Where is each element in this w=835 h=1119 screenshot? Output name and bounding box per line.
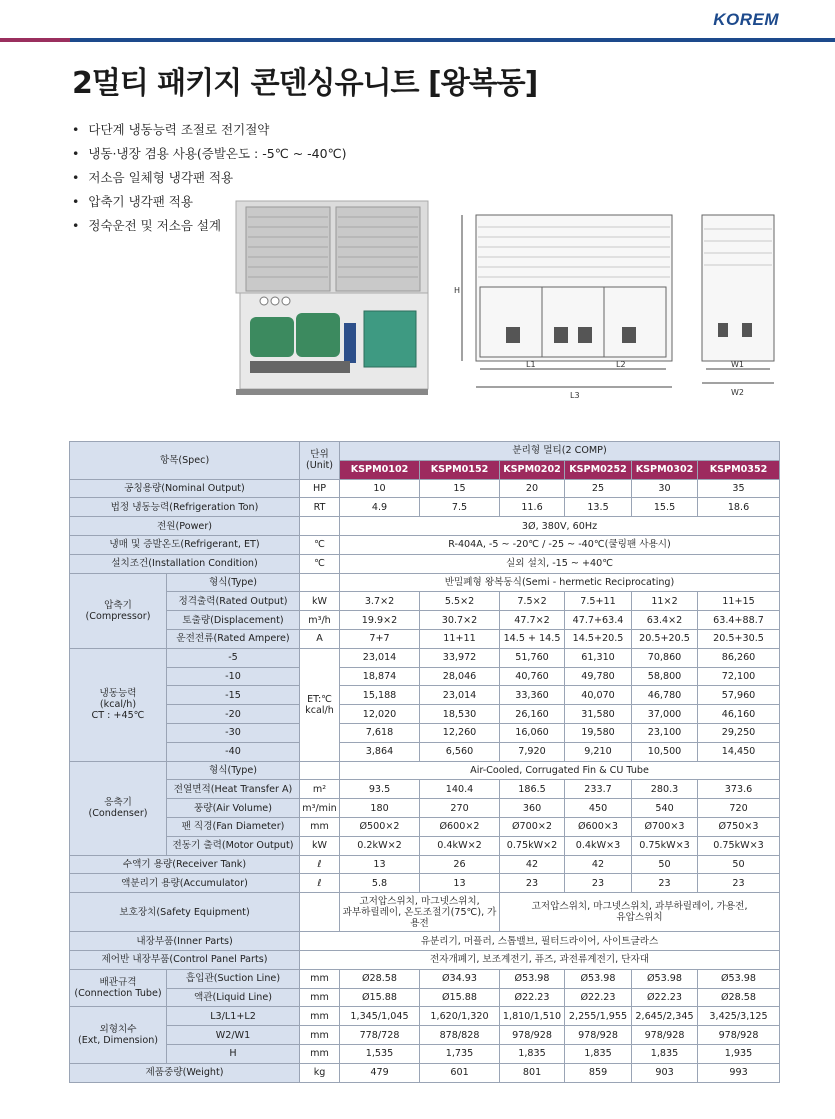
cell: 58,800 xyxy=(632,667,698,686)
cell: 19.9×2 xyxy=(340,611,420,630)
table-row xyxy=(70,648,780,667)
row-unit: mm xyxy=(300,988,340,1007)
cell: 50 xyxy=(632,855,698,874)
table-row xyxy=(70,855,780,874)
feature-item: • 냉동·냉장 겸용 사용(증발온도 : -5℃ ~ -40℃) xyxy=(72,142,346,166)
cell: 전자개폐기, 보조계전기, 퓨즈, 과전류계전기, 단자대 xyxy=(300,950,780,969)
row-unit: m³/h xyxy=(300,611,340,630)
cell: 280.3 xyxy=(632,780,698,799)
cell: 33,360 xyxy=(500,686,565,705)
spec-table xyxy=(69,441,780,1083)
cell: 12,260 xyxy=(420,723,500,742)
cell: 10 xyxy=(340,479,420,498)
row-label: -15 xyxy=(167,686,300,705)
cell: 72,100 xyxy=(698,667,780,686)
cell: 601 xyxy=(420,1063,500,1082)
cell: 14,450 xyxy=(698,742,780,761)
cell: 13 xyxy=(340,855,420,874)
cell: 1,835 xyxy=(500,1044,565,1063)
row-label: -5 xyxy=(167,648,300,667)
cell: Ø53.98 xyxy=(632,969,698,988)
group-label: 응축기 (Condenser) xyxy=(70,761,167,855)
dimension-drawing xyxy=(452,205,782,405)
row-unit: ET:℃ kcal/h xyxy=(300,648,340,761)
table-row xyxy=(70,969,780,988)
cell: 18,874 xyxy=(340,667,420,686)
cell: 720 xyxy=(698,799,780,818)
cell: 19,580 xyxy=(565,723,632,742)
cell: Ø22.23 xyxy=(565,988,632,1007)
group-label: 배관규격 (Connection Tube) xyxy=(70,969,167,1007)
cell: 고저압스위치, 마그넷스위치, 과부하릴레이, 가용전, 유압스위치 xyxy=(500,893,780,932)
cell: 70,860 xyxy=(632,648,698,667)
cell: 540 xyxy=(632,799,698,818)
table-row xyxy=(70,780,780,799)
product-photo xyxy=(232,193,432,395)
cell: 0.75kW×3 xyxy=(698,836,780,855)
row-unit: mm xyxy=(300,969,340,988)
row-label: 정격출력(Rated Output) xyxy=(167,592,300,611)
cell: R-404A, -5 ~ -20℃ / -25 ~ -40℃(쿨링팬 사용시) xyxy=(340,535,780,554)
row-unit: A xyxy=(300,629,340,648)
row-label: 내장부품(Inner Parts) xyxy=(70,932,300,951)
group-label: 냉동능력 (kcal/h) CT : +45℃ xyxy=(70,648,167,761)
table-row xyxy=(70,592,780,611)
dim-l2-label: L2 xyxy=(616,360,626,369)
brand-logo: KOREM xyxy=(713,10,779,29)
cell: Ø600×3 xyxy=(565,817,632,836)
cell: 978/928 xyxy=(565,1026,632,1045)
row-label: -20 xyxy=(167,705,300,724)
row-label: H xyxy=(167,1044,300,1063)
cell: 유분리기, 머플러, 스톱밸브, 필터드라이어, 사이트글라스 xyxy=(300,932,780,951)
cell: 6,560 xyxy=(420,742,500,761)
cell: 29,250 xyxy=(698,723,780,742)
cell: 11+11 xyxy=(420,629,500,648)
cell: 1,835 xyxy=(632,1044,698,1063)
cell: 47.7×2 xyxy=(500,611,565,630)
header-unit: 단위 (Unit) xyxy=(300,442,340,480)
cell: 270 xyxy=(420,799,500,818)
table-row xyxy=(70,932,780,951)
cell: 20 xyxy=(500,479,565,498)
cell: 50 xyxy=(698,855,780,874)
cell: 10,500 xyxy=(632,742,698,761)
row-label: 전동기 출력(Motor Output) xyxy=(167,836,300,855)
row-label: -40 xyxy=(167,742,300,761)
table-row xyxy=(70,498,780,517)
cell: 57,960 xyxy=(698,686,780,705)
feature-item: • 정숙운전 및 저소음 설계 xyxy=(72,214,346,238)
group-label: 압축기 (Compressor) xyxy=(70,573,167,648)
table-row xyxy=(70,535,780,554)
row-unit xyxy=(300,517,340,536)
row-unit: m³/min xyxy=(300,799,340,818)
cell: 23,100 xyxy=(632,723,698,742)
table-row xyxy=(70,742,780,761)
row-label: 공칭용량(Nominal Output) xyxy=(70,479,300,498)
cell: Ø22.23 xyxy=(500,988,565,1007)
table-row xyxy=(70,874,780,893)
cell: 26,160 xyxy=(500,705,565,724)
cell: 42 xyxy=(500,855,565,874)
cell: 1,810/1,510 xyxy=(500,1007,565,1026)
header-group: 분리형 멀티(2 COMP) xyxy=(340,442,780,461)
row-label: 풍량(Air Volume) xyxy=(167,799,300,818)
cell: 233.7 xyxy=(565,780,632,799)
cell: 978/928 xyxy=(632,1026,698,1045)
cell: 360 xyxy=(500,799,565,818)
feature-item: • 다단계 냉동능력 조절로 전기절약 xyxy=(72,118,346,142)
cell: 0.75kW×3 xyxy=(632,836,698,855)
row-label: 팬 직경(Fan Diameter) xyxy=(167,817,300,836)
page-title: 2멀티 패키지 콘덴싱유니트 [왕복동] xyxy=(72,66,538,101)
row-label: 액관(Liquid Line) xyxy=(167,988,300,1007)
cell: 15 xyxy=(420,479,500,498)
dim-w1-label: W1 xyxy=(731,360,744,369)
cell: 479 xyxy=(340,1063,420,1082)
table-row xyxy=(70,705,780,724)
cell: 878/828 xyxy=(420,1026,500,1045)
cell: 고저압스위치, 마그넷스위치, 과부하릴레이, 온도조절기(75℃), 가용전 xyxy=(340,893,500,932)
cell: 23 xyxy=(500,874,565,893)
cell: 반밀폐형 왕복동식(Semi - hermetic Reciprocating) xyxy=(340,573,780,592)
table-row xyxy=(70,988,780,1007)
cell: 0.4kW×3 xyxy=(565,836,632,855)
cell: 0.4kW×2 xyxy=(420,836,500,855)
cell: 16,060 xyxy=(500,723,565,742)
row-label: 토출량(Displacement) xyxy=(167,611,300,630)
cell: 9,210 xyxy=(565,742,632,761)
row-unit: HP xyxy=(300,479,340,498)
row-label: 액분리기 용량(Accumulator) xyxy=(70,874,300,893)
cell: 37,000 xyxy=(632,705,698,724)
cell: 20.5+30.5 xyxy=(698,629,780,648)
table-row xyxy=(70,611,780,630)
cell: 49,780 xyxy=(565,667,632,686)
cell: 18,530 xyxy=(420,705,500,724)
model-header: KSPM0202 xyxy=(500,460,565,479)
row-label: -10 xyxy=(167,667,300,686)
cell: 15.5 xyxy=(632,498,698,517)
row-unit: ℓ xyxy=(300,855,340,874)
model-header: KSPM0352 xyxy=(698,460,780,479)
table-row xyxy=(70,517,780,536)
cell: 93.5 xyxy=(340,780,420,799)
cell: 1,735 xyxy=(420,1044,500,1063)
cell: 993 xyxy=(698,1063,780,1082)
cell: 실외 설치, -15 ~ +40℃ xyxy=(340,554,780,573)
cell: 3.7×2 xyxy=(340,592,420,611)
cell: Ø15.88 xyxy=(420,988,500,1007)
cell: 5.5×2 xyxy=(420,592,500,611)
table-row xyxy=(70,1063,780,1082)
row-unit: mm xyxy=(300,1007,340,1026)
cell: 7+7 xyxy=(340,629,420,648)
cell: 23,014 xyxy=(340,648,420,667)
model-header: KSPM0152 xyxy=(420,460,500,479)
cell: 30 xyxy=(632,479,698,498)
cell: 7,618 xyxy=(340,723,420,742)
row-label: -30 xyxy=(167,723,300,742)
row-unit: mm xyxy=(300,1026,340,1045)
cell: Ø28.58 xyxy=(698,988,780,1007)
cell: Ø34.93 xyxy=(420,969,500,988)
table-row xyxy=(70,667,780,686)
cell: Ø700×3 xyxy=(632,817,698,836)
cell: 0.2kW×2 xyxy=(340,836,420,855)
row-label: 형식(Type) xyxy=(167,573,300,592)
cell: 23 xyxy=(698,874,780,893)
cell: 20.5+20.5 xyxy=(632,629,698,648)
cell: 978/928 xyxy=(500,1026,565,1045)
table-row xyxy=(70,950,780,969)
cell: 2,255/1,955 xyxy=(565,1007,632,1026)
cell: 33,972 xyxy=(420,648,500,667)
row-unit: m² xyxy=(300,780,340,799)
cell: 31,580 xyxy=(565,705,632,724)
cell: 46,780 xyxy=(632,686,698,705)
row-unit: RT xyxy=(300,498,340,517)
cell: 26 xyxy=(420,855,500,874)
cell: 63.4×2 xyxy=(632,611,698,630)
cell: 5.8 xyxy=(340,874,420,893)
cell: 7.5×2 xyxy=(500,592,565,611)
cell: Ø700×2 xyxy=(500,817,565,836)
cell: 13 xyxy=(420,874,500,893)
cell: 11+15 xyxy=(698,592,780,611)
model-header: KSPM0252 xyxy=(565,460,632,479)
cell: Ø500×2 xyxy=(340,817,420,836)
row-label: 운전전류(Rated Ampere) xyxy=(167,629,300,648)
cell: 859 xyxy=(565,1063,632,1082)
cell: 46,160 xyxy=(698,705,780,724)
cell: 3,425/3,125 xyxy=(698,1007,780,1026)
table-row xyxy=(70,629,780,648)
cell: 23,014 xyxy=(420,686,500,705)
model-header: KSPM0102 xyxy=(340,460,420,479)
dim-l1-label: L1 xyxy=(526,360,536,369)
cell: 51,760 xyxy=(500,648,565,667)
table-row xyxy=(70,1007,780,1026)
cell: 3Ø, 380V, 60Hz xyxy=(340,517,780,536)
cell: 35 xyxy=(698,479,780,498)
row-label: 흡입관(Suction Line) xyxy=(167,969,300,988)
header-bar xyxy=(0,38,835,42)
table-row xyxy=(70,1044,780,1063)
row-label: 형식(Type) xyxy=(167,761,300,780)
cell: Ø22.23 xyxy=(632,988,698,1007)
cell: 13.5 xyxy=(565,498,632,517)
cell: 25 xyxy=(565,479,632,498)
cell: 1,345/1,045 xyxy=(340,1007,420,1026)
dim-h-label: H xyxy=(454,286,461,295)
table-row xyxy=(70,686,780,705)
row-label: 전열면적(Heat Transfer A) xyxy=(167,780,300,799)
row-label: W2/W1 xyxy=(167,1026,300,1045)
cell: 1,620/1,320 xyxy=(420,1007,500,1026)
cell: Ø53.98 xyxy=(500,969,565,988)
cell: 7.5+11 xyxy=(565,592,632,611)
table-row xyxy=(70,836,780,855)
row-unit: ℓ xyxy=(300,874,340,893)
cell: 86,260 xyxy=(698,648,780,667)
table-row xyxy=(70,817,780,836)
cell: 1,835 xyxy=(565,1044,632,1063)
row-label: 보호장치(Safety Equipment) xyxy=(70,893,300,932)
cell: 12,020 xyxy=(340,705,420,724)
cell: 4.9 xyxy=(340,498,420,517)
cell: 3,864 xyxy=(340,742,420,761)
row-unit: kW xyxy=(300,836,340,855)
cell: 63.4+88.7 xyxy=(698,611,780,630)
cell: 14.5 + 14.5 xyxy=(500,629,565,648)
cell: 978/928 xyxy=(698,1026,780,1045)
row-unit: kW xyxy=(300,592,340,611)
group-label: 외형치수 (Ext, Dimension) xyxy=(70,1007,167,1063)
cell: 186.5 xyxy=(500,780,565,799)
table-row xyxy=(70,554,780,573)
cell: Ø53.98 xyxy=(565,969,632,988)
cell: Ø15.88 xyxy=(340,988,420,1007)
row-label: 전원(Power) xyxy=(70,517,300,536)
row-label: L3/L1+L2 xyxy=(167,1007,300,1026)
cell: 450 xyxy=(565,799,632,818)
table-row xyxy=(70,479,780,498)
cell: Ø28.58 xyxy=(340,969,420,988)
cell: 61,310 xyxy=(565,648,632,667)
table-row xyxy=(70,1026,780,1045)
feature-item: • 압축기 냉각팬 적용 xyxy=(72,190,346,214)
row-unit xyxy=(300,893,340,932)
table-row xyxy=(70,799,780,818)
cell: 11×2 xyxy=(632,592,698,611)
dim-w2-label: W2 xyxy=(731,388,744,397)
table-row xyxy=(70,573,780,592)
row-unit xyxy=(300,573,340,592)
cell: 7,920 xyxy=(500,742,565,761)
row-unit: ℃ xyxy=(300,535,340,554)
cell: 373.6 xyxy=(698,780,780,799)
cell: Ø53.98 xyxy=(698,969,780,988)
feature-item: • 저소음 일체형 냉각팬 적용 xyxy=(72,166,346,190)
header-spec: 항목(Spec) xyxy=(70,442,300,480)
cell: 778/728 xyxy=(340,1026,420,1045)
cell: 14.5+20.5 xyxy=(565,629,632,648)
cell: 1,535 xyxy=(340,1044,420,1063)
table-row xyxy=(70,723,780,742)
cell: 47.7+63.4 xyxy=(565,611,632,630)
dim-l3-label: L3 xyxy=(570,391,580,400)
cell: 801 xyxy=(500,1063,565,1082)
cell: Air-Cooled, Corrugated Fin & CU Tube xyxy=(340,761,780,780)
cell: 180 xyxy=(340,799,420,818)
cell: 23 xyxy=(632,874,698,893)
cell: 0.75kW×2 xyxy=(500,836,565,855)
cell: Ø600×2 xyxy=(420,817,500,836)
cell: 7.5 xyxy=(420,498,500,517)
cell: 1,935 xyxy=(698,1044,780,1063)
cell: 23 xyxy=(565,874,632,893)
row-unit: kg xyxy=(300,1063,340,1082)
row-unit: ℃ xyxy=(300,554,340,573)
cell: 30.7×2 xyxy=(420,611,500,630)
cell: 18.6 xyxy=(698,498,780,517)
row-label: 제어반 내장부품(Control Panel Parts) xyxy=(70,950,300,969)
row-label: 냉매 및 증발온도(Refrigerant, ET) xyxy=(70,535,300,554)
row-label: 법정 냉동능력(Refrigeration Ton) xyxy=(70,498,300,517)
cell: 11.6 xyxy=(500,498,565,517)
cell: 42 xyxy=(565,855,632,874)
row-unit: mm xyxy=(300,1044,340,1063)
row-label: 수액기 용량(Receiver Tank) xyxy=(70,855,300,874)
cell: 903 xyxy=(632,1063,698,1082)
cell: 2,645/2,345 xyxy=(632,1007,698,1026)
model-header: KSPM0302 xyxy=(632,460,698,479)
cell: 28,046 xyxy=(420,667,500,686)
table-row xyxy=(70,893,780,932)
cell: 15,188 xyxy=(340,686,420,705)
cell: 40,070 xyxy=(565,686,632,705)
cell: 140.4 xyxy=(420,780,500,799)
table-row xyxy=(70,761,780,780)
row-unit: mm xyxy=(300,817,340,836)
cell: 40,760 xyxy=(500,667,565,686)
row-label: 설치조건(Installation Condition) xyxy=(70,554,300,573)
row-unit xyxy=(300,761,340,780)
cell: Ø750×3 xyxy=(698,817,780,836)
row-label: 제품중량(Weight) xyxy=(70,1063,300,1082)
